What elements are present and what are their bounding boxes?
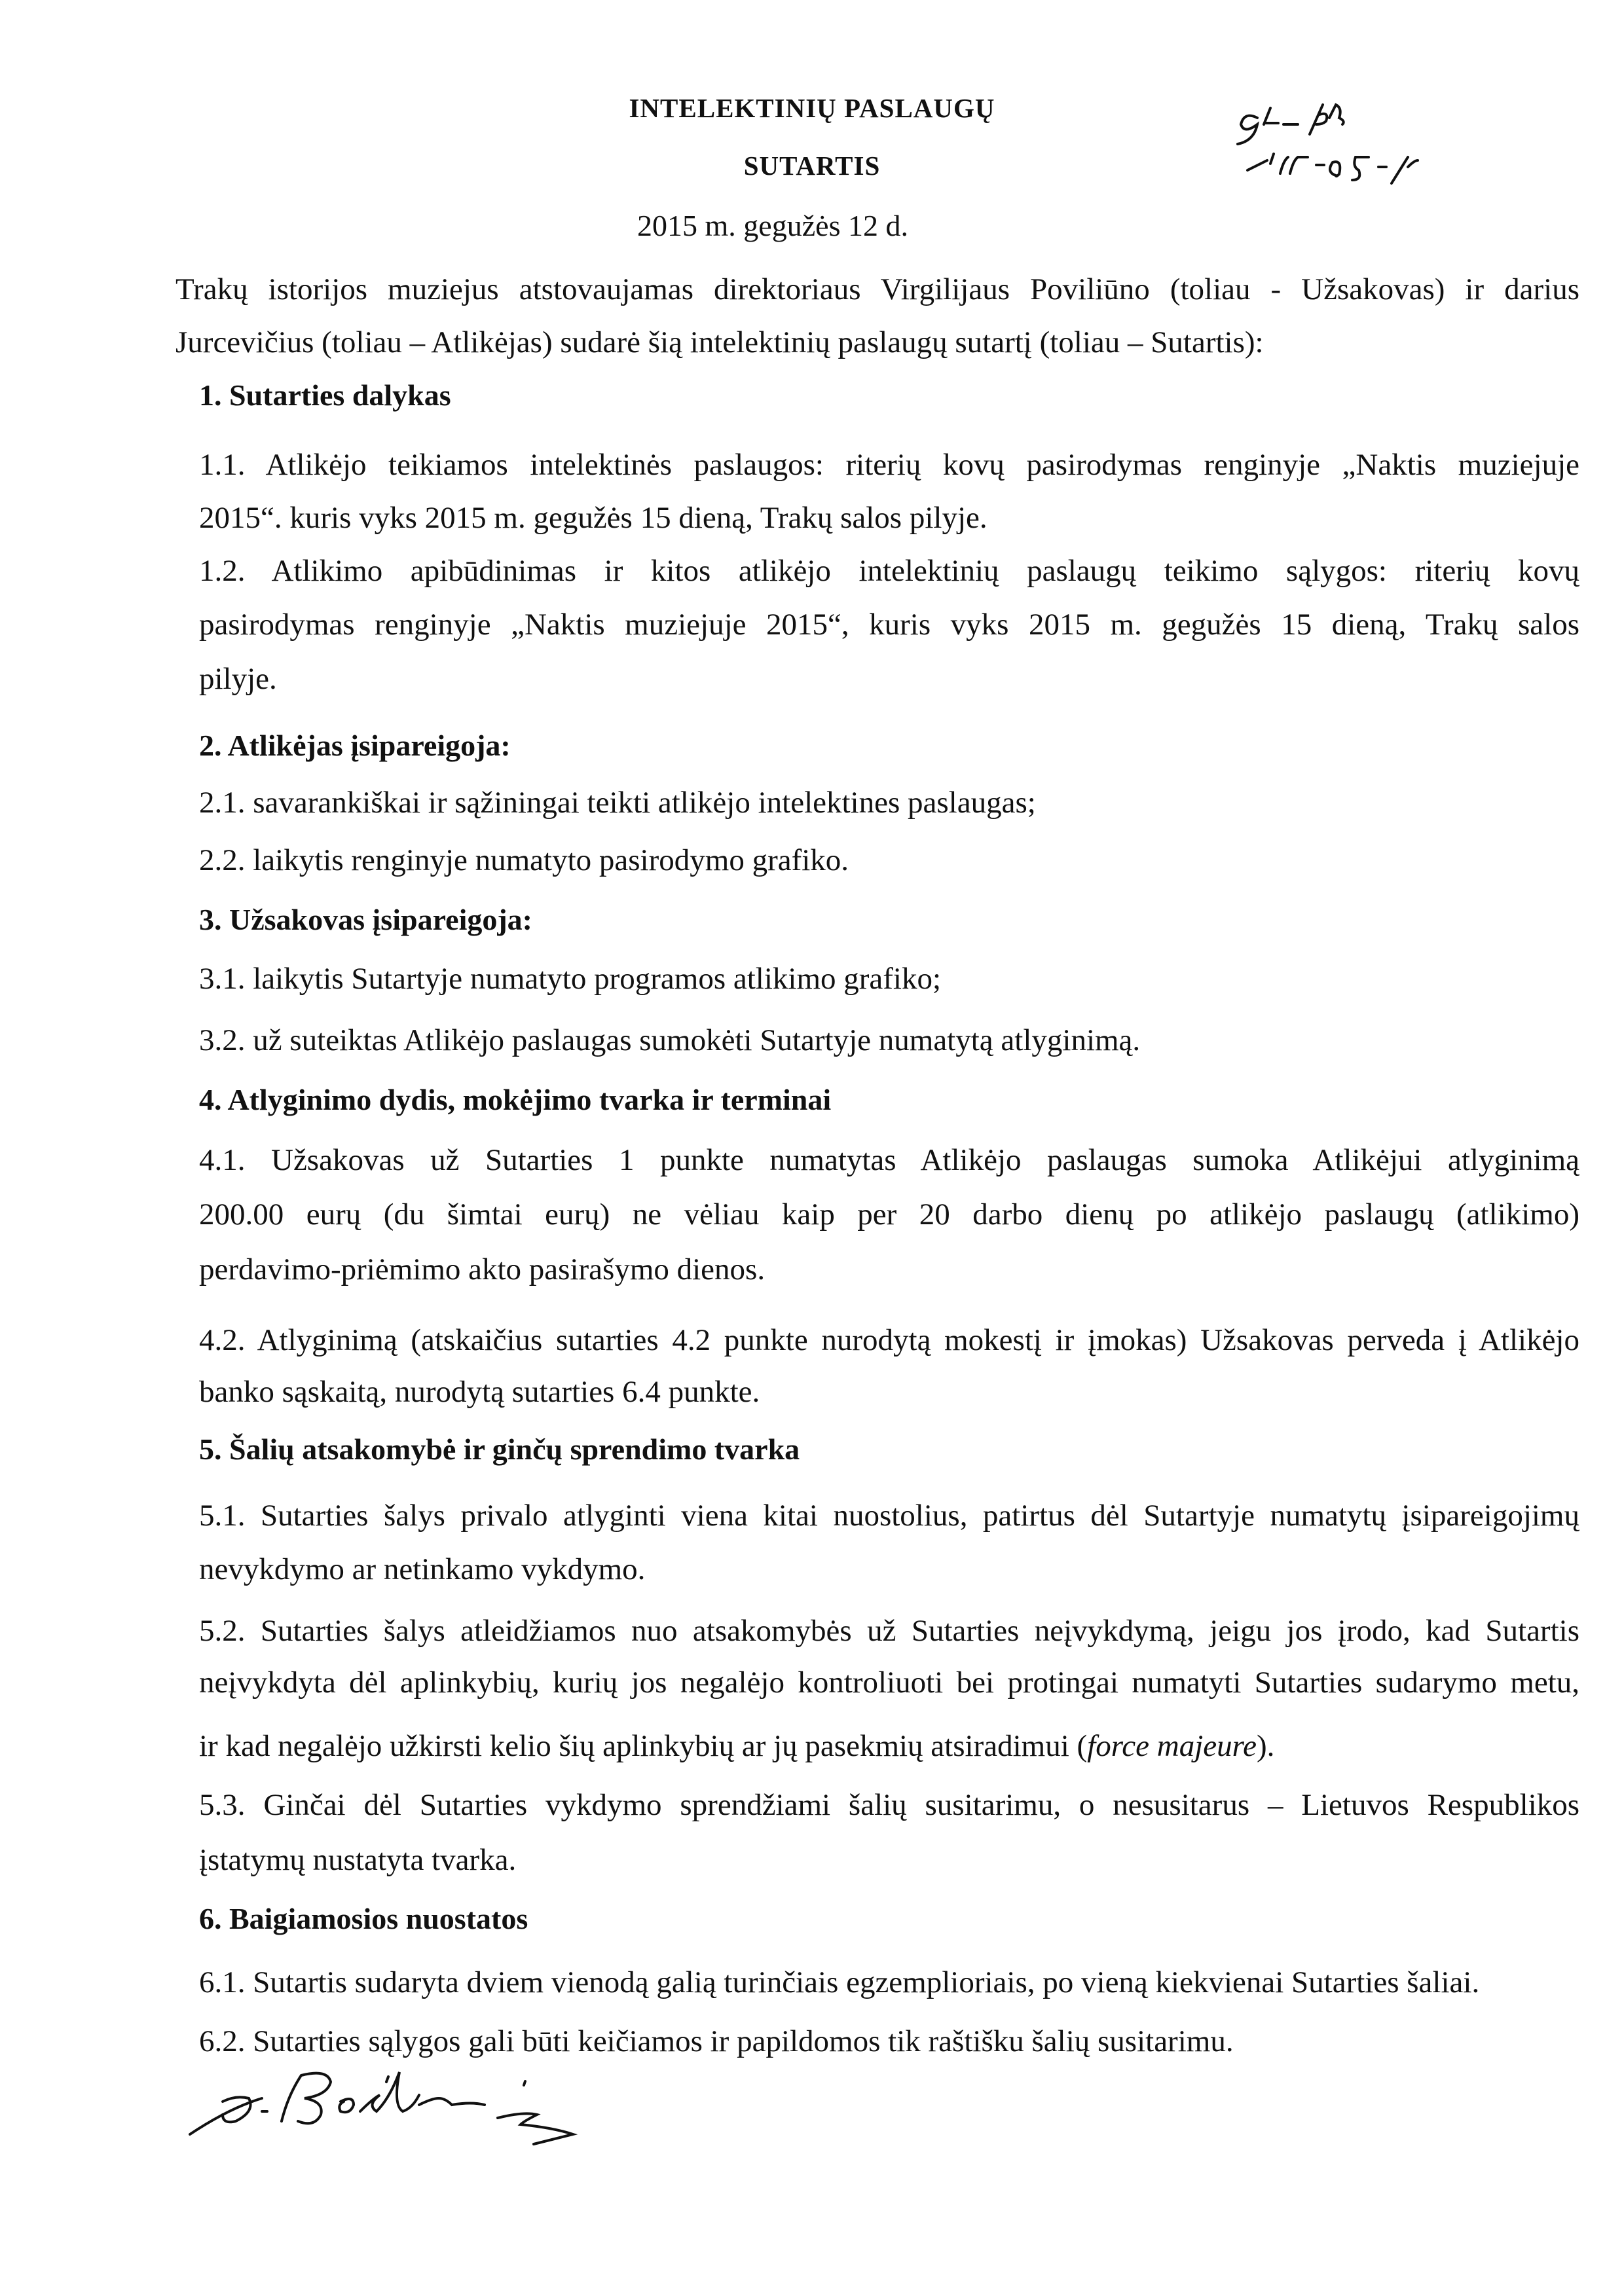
section-heading: 5. Šalių atsakomybė ir ginčų sprendimo tvarka [199,1432,800,1466]
section-heading: 3. Užsakovas įsipareigoja: [199,903,532,936]
handwritten-signature [183,2056,707,2154]
title-line-1: INTELEKTINIŲ PASLAUGŲ [629,93,995,123]
clause-5-3: įstatymų nustatyta tvarka. [199,1843,517,1877]
clause-4-1: perdavimo-priėmimo akto pasirašymo dienos. [199,1252,766,1286]
intro-line: Jurcevičius (toliau – Atlikėjas) sudarė šią intelektinių paslaugų sutartį (toliau – Sutartis): [175,325,1264,359]
section-heading: 4. Atlyginimo dydis, mokėjimo tvarka ir terminai [199,1083,832,1116]
clause-6-1: 6.1. Sutartis sudaryta dviem vienodą galią turinčiais egzemplioriais, po vieną kiekvienai Sutarties šaliai. [199,1965,1480,1999]
clause-2-2: 2.2. laikytis renginyje numatyto pasirodymo grafiko. [199,843,849,877]
title-line-2: SUTARTIS [743,151,881,181]
clause-5-2: 5.2. Sutarties šalys atleidžiamos nuo atsakomybės už Sutarties neįvykdymą, jeigu jos įrodo, kad Sutartis [199,1614,1579,1648]
clause-5-2 [199,1726,1579,1766]
contract-date: 2015 m. gegužės 12 d. [637,209,908,242]
clause-1-2: pasirodymas renginyje „Naktis muziejuje 2015“, kuris vyks 2015 m. gegužės 15 dieną, Trakų salos [199,608,1579,642]
clause-4-1: 4.1. Užsakovas už Sutarties 1 punkte numatytas Atlikėjo paslaugas sumoka Atlikėjui atlyginimą [199,1143,1579,1177]
clause-5-2: neįvykdyta dėl aplinkybių, kurių jos negalėjo kontroliuoti bei protingai numatyti Sutarties sudarymo metu, [199,1666,1579,1700]
section-heading: 2. Atlikėjas įsipareigoja: [199,729,511,762]
handwritten-registration-note [1218,92,1480,196]
clause-4-1: 200.00 eurų (du šimtai eurų) ne vėliau kaip per 20 darbo dienų po atlikėjo paslaugų (atlikimo) [199,1197,1579,1231]
clause-1-2: pilyje. [199,662,277,696]
clause-4-2: banko sąskaitą, nurodytą sutarties 6.4 punkte. [199,1375,760,1409]
clause-text: ir kad negalėjo užkirsti kelio šių aplinkybių ar jų pasekmių atsiradimui ( [199,1729,1088,1763]
force-majeure-term: force majeure [1087,1729,1257,1763]
clause-3-2: 3.2. už suteiktas Atlikėjo paslaugas sumokėti Sutartyje numatytą atlyginimą. [199,1023,1141,1057]
section-heading: 1. Sutarties dalykas [199,378,451,412]
clause-6-2: 6.2. Sutarties sąlygos gali būti keičiamos ir papildomos tik raštišku šalių susitarimu. [199,2024,1234,2058]
clause-5-1: nevykdymo ar netinkamo vykdymo. [199,1552,646,1586]
intro-line: Trakų istorijos muziejus atstovaujamas direktoriaus Virgilijaus Poviliūno (toliau - Užsakovas) ir darius [175,272,1579,306]
clause-2-1: 2.1. savarankiškai ir sąžiningai teikti atlikėjo intelektines paslaugas; [199,786,1036,820]
clause-5-1: 5.1. Sutarties šalys privalo atlyginti viena kitai nuostolius, patirtus dėl Sutartyje numatytų įsipareigojimų [199,1499,1579,1533]
clause-1-1: 1.1. Atlikėjo teikiamos intelektinės paslaugos: riterių kovų pasirodymas renginyje „Naktis muziejuje [199,448,1579,482]
clause-1-1: 2015“. kuris vyks 2015 m. gegužės 15 dieną, Trakų salos pilyje. [199,501,987,535]
clause-3-1: 3.1. laikytis Sutartyje numatyto programos atlikimo grafiko; [199,962,942,996]
section-heading: 6. Baigiamosios nuostatos [199,1902,528,1935]
clause-4-2: 4.2. Atlyginimą (atskaičius sutarties 4.2 punkte nurodytą mokestį ir įmokas) Užsakovas perveda į Atlikėjo [199,1323,1579,1357]
clause-1-2: 1.2. Atlikimo apibūdinimas ir kitos atlikėjo intelektinių paslaugų teikimo sąlygos: riterių kovų [199,554,1579,588]
clause-5-3: 5.3. Ginčai dėl Sutarties vykdymo sprendžiami šalių susitarimu, o nesusitarus – Lietuvos Respublikos [199,1788,1579,1822]
clause-text: ). [1257,1729,1275,1763]
